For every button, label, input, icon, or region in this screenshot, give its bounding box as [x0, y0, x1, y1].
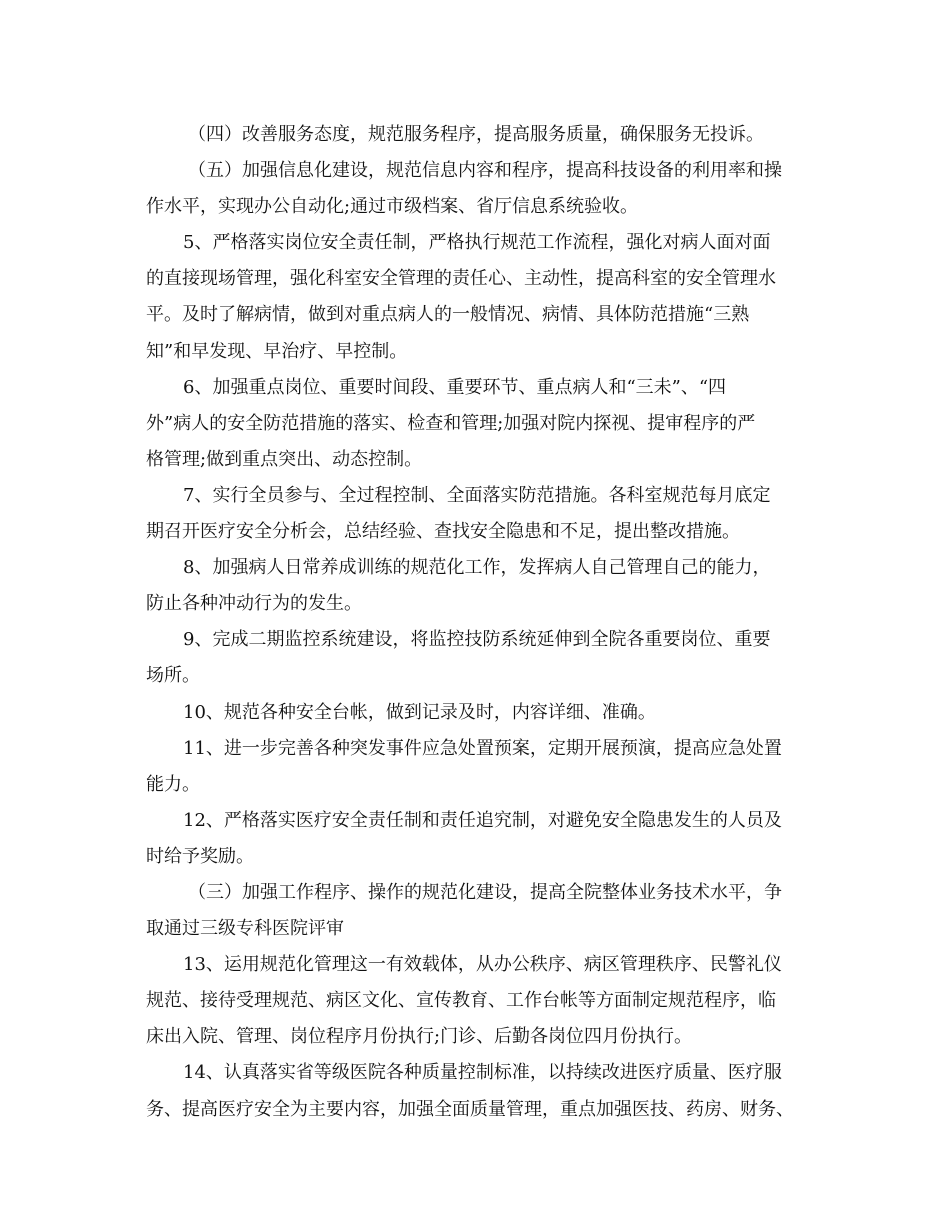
text-line: 10、规范各种安全台帐，做到记录及时，内容详细、准确。: [183, 701, 656, 723]
paragraph-item-5: [146, 225, 812, 369]
text-line: 9、完成二期监控系统建设，将监控技防系统延伸到全院各重要岗位、重要: [183, 629, 771, 651]
text-line: 务、提高医疗安全为主要内容，加强全面质量管理，重点加强医技、药房、财务、: [146, 1098, 794, 1120]
text-line: 平。及时了解病情，做到对重点病人的一般情况、病情、具体防范措施“三熟: [146, 304, 750, 326]
text-line: 床出入院、管理、岗位程序月份执行;门诊、后勤各岗位四月份执行。: [146, 1026, 693, 1048]
text-line: 规范、接待受理规范、病区文化、宣传教育、工作台帐等方面制定规范程序，临: [146, 990, 776, 1012]
text-line: 14、认真落实省等级医院各种质量控制标准，以持续改进医疗质量、医疗服: [183, 1062, 782, 1084]
paragraph-item-9: [146, 622, 812, 694]
text-line: 7、实行全员参与、全过程控制、全面落实防范措施。各科室规范每月底定: [183, 484, 771, 506]
text-line: 格管理;做到重点突出、动态控制。: [146, 448, 423, 470]
text-line: 外”病人的安全防范措施的落实、检查和管理;加强对院内探视、提审程序的严: [146, 412, 756, 434]
paragraph-informatization: [146, 153, 812, 225]
text-line: 5、严格落实岗位安全责任制，严格执行规范工作流程，强化对病人面对面: [183, 232, 771, 254]
text-line: （四）改善服务态度，规范服务程序，提高服务质量，确保服务无投诉。: [188, 124, 764, 145]
text-line: （三）加强工作程序、操作的规范化建设，提高全院整体业务技术水平，争: [188, 881, 782, 903]
paragraph-item-6: [146, 370, 812, 478]
text-line: 知”和早发现、早治疗、早控制。: [146, 340, 408, 362]
paragraph-item-11: [146, 731, 812, 803]
paragraph-item-10: [146, 695, 812, 731]
text-line: 时给予奖励。: [146, 845, 254, 867]
paragraph-item-8: [146, 550, 812, 622]
paragraph-item-14: [146, 1055, 812, 1127]
text-line: 场所。: [146, 665, 200, 687]
text-line: 取通过三级专科医院评审: [146, 918, 344, 940]
paragraph-service-attitude: [146, 117, 812, 153]
text-line: （五）加强信息化建设，规范信息内容和程序，提高科技设备的利用率和操: [188, 160, 782, 182]
text-line: 作水平，实现办公自动化;通过市级档案、省厅信息系统验收。: [146, 196, 639, 218]
document-body: [146, 117, 812, 1128]
text-line: 的直接现场管理，强化科室安全管理的责任心、主动性，提高科室的安全管理水: [146, 268, 776, 290]
text-line: 能力。: [146, 773, 200, 795]
text-line: 期召开医疗安全分析会，总结经验、查找安全隐患和不足，提出整改措施。: [146, 521, 740, 543]
text-line: 11、进一步完善各种突发事件应急处置预案，定期开展预演，提高应急处置: [183, 737, 782, 759]
text-line: 12、严格落实医疗安全责任制和责任追究制，对避免安全隐患发生的人员及: [183, 809, 782, 831]
text-line: 13、运用规范化管理这一有效载体，从办公秩序、病区管理秩序、民警礼仪: [183, 954, 782, 976]
paragraph-item-7: [146, 478, 812, 550]
text-line: 8、加强病人日常养成训练的规范化工作，发挥病人自己管理自己的能力，: [183, 557, 771, 579]
text-line: 6、加强重点岗位、重要时间段、重要环节、重点病人和“三未”、“四: [183, 376, 727, 398]
text-line: 防止各种冲动行为的发生。: [146, 593, 362, 615]
paragraph-item-13: [146, 947, 812, 1055]
paragraph-item-12: [146, 803, 812, 875]
paragraph-section-three: [146, 875, 812, 947]
